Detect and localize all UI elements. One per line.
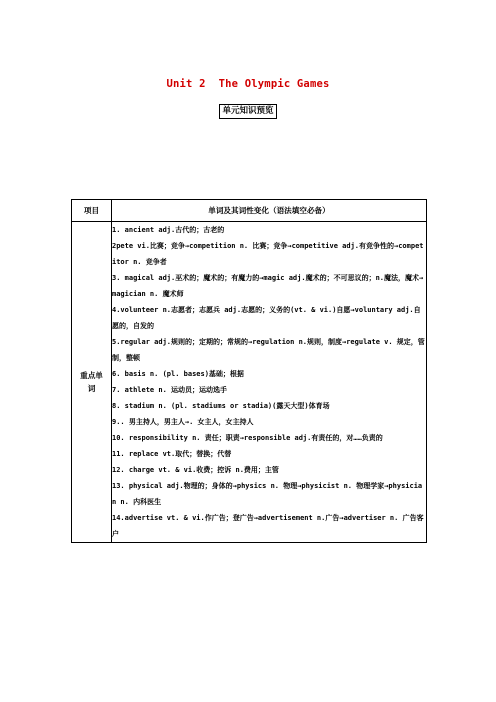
- vocab-entry: 5.regular adj.规则的；定期的；常规的→regulation n.规则，制度→regulate v. 规定，管制，整顿: [112, 338, 425, 362]
- table-header-row: [72, 200, 427, 222]
- vocab-entry: 6. basis n. (pl. bases)基础；根据: [112, 370, 244, 378]
- entries-cell: [112, 222, 427, 543]
- vocab-entry: 1. ancient adj.古代的；古老的: [112, 226, 225, 234]
- vocabulary-table: [71, 199, 427, 543]
- vocab-entry: 12. charge vt. & vi.收费；控诉 n.费用；主管: [112, 466, 279, 474]
- vocab-entry: 2pete vi.比赛；竞争→competition n. 比赛；竞争→competitive adj.有竞争性的→competitor n. 竞争者: [112, 242, 424, 266]
- subtitle-wrapper: [0, 100, 496, 119]
- vocab-entry: 7. athlete n. 运动员；运动选手: [112, 386, 228, 394]
- category-cell: [72, 222, 112, 543]
- vocab-entry: 9.. 男主持人，男主人→. 女主人，女主持人: [112, 418, 254, 426]
- table-row: [72, 222, 427, 543]
- header-item: 项目: [72, 200, 112, 222]
- category-label-line1: 重点单: [80, 371, 103, 380]
- vocab-entry: 14.advertise vt. & vi.作广告；登广告→advertisement n.广告→advertiser n. 广告客户: [112, 514, 424, 538]
- section-subtitle: 单元知识预览: [219, 104, 276, 119]
- category-label-line2: 词: [87, 384, 96, 393]
- vocab-entry: 3. magical adj.巫术的；魔术的；有魔力的→magic adj.魔术的；不可思议的；n.魔法，魔术→magician n. 魔术师: [112, 274, 424, 298]
- unit-title: Unit 2 The Olympic Games: [166, 78, 330, 90]
- vocab-entry: 4.volunteer n.志愿者；志愿兵 adj.志愿的；义务的(vt. & vi.)自愿→voluntary adj.自愿的，自发的: [112, 306, 421, 330]
- vocab-entry: 8. stadium n. (pl. stadiums or stadia)(露天大型)体育场: [112, 402, 330, 410]
- vocab-entry: 11. replace vt.取代；替换；代替: [112, 450, 232, 458]
- header-words: 单词及其词性变化（语法填空必备）: [112, 200, 427, 222]
- vocab-entry: 10. responsibility n. 责任；职责→responsible adj.有责任的，对……负责的: [112, 434, 383, 442]
- vocab-entry: 13. physical adj.物理的；身体的→physics n. 物理→physicist n. 物理学家→physician n. 内科医生: [112, 482, 423, 506]
